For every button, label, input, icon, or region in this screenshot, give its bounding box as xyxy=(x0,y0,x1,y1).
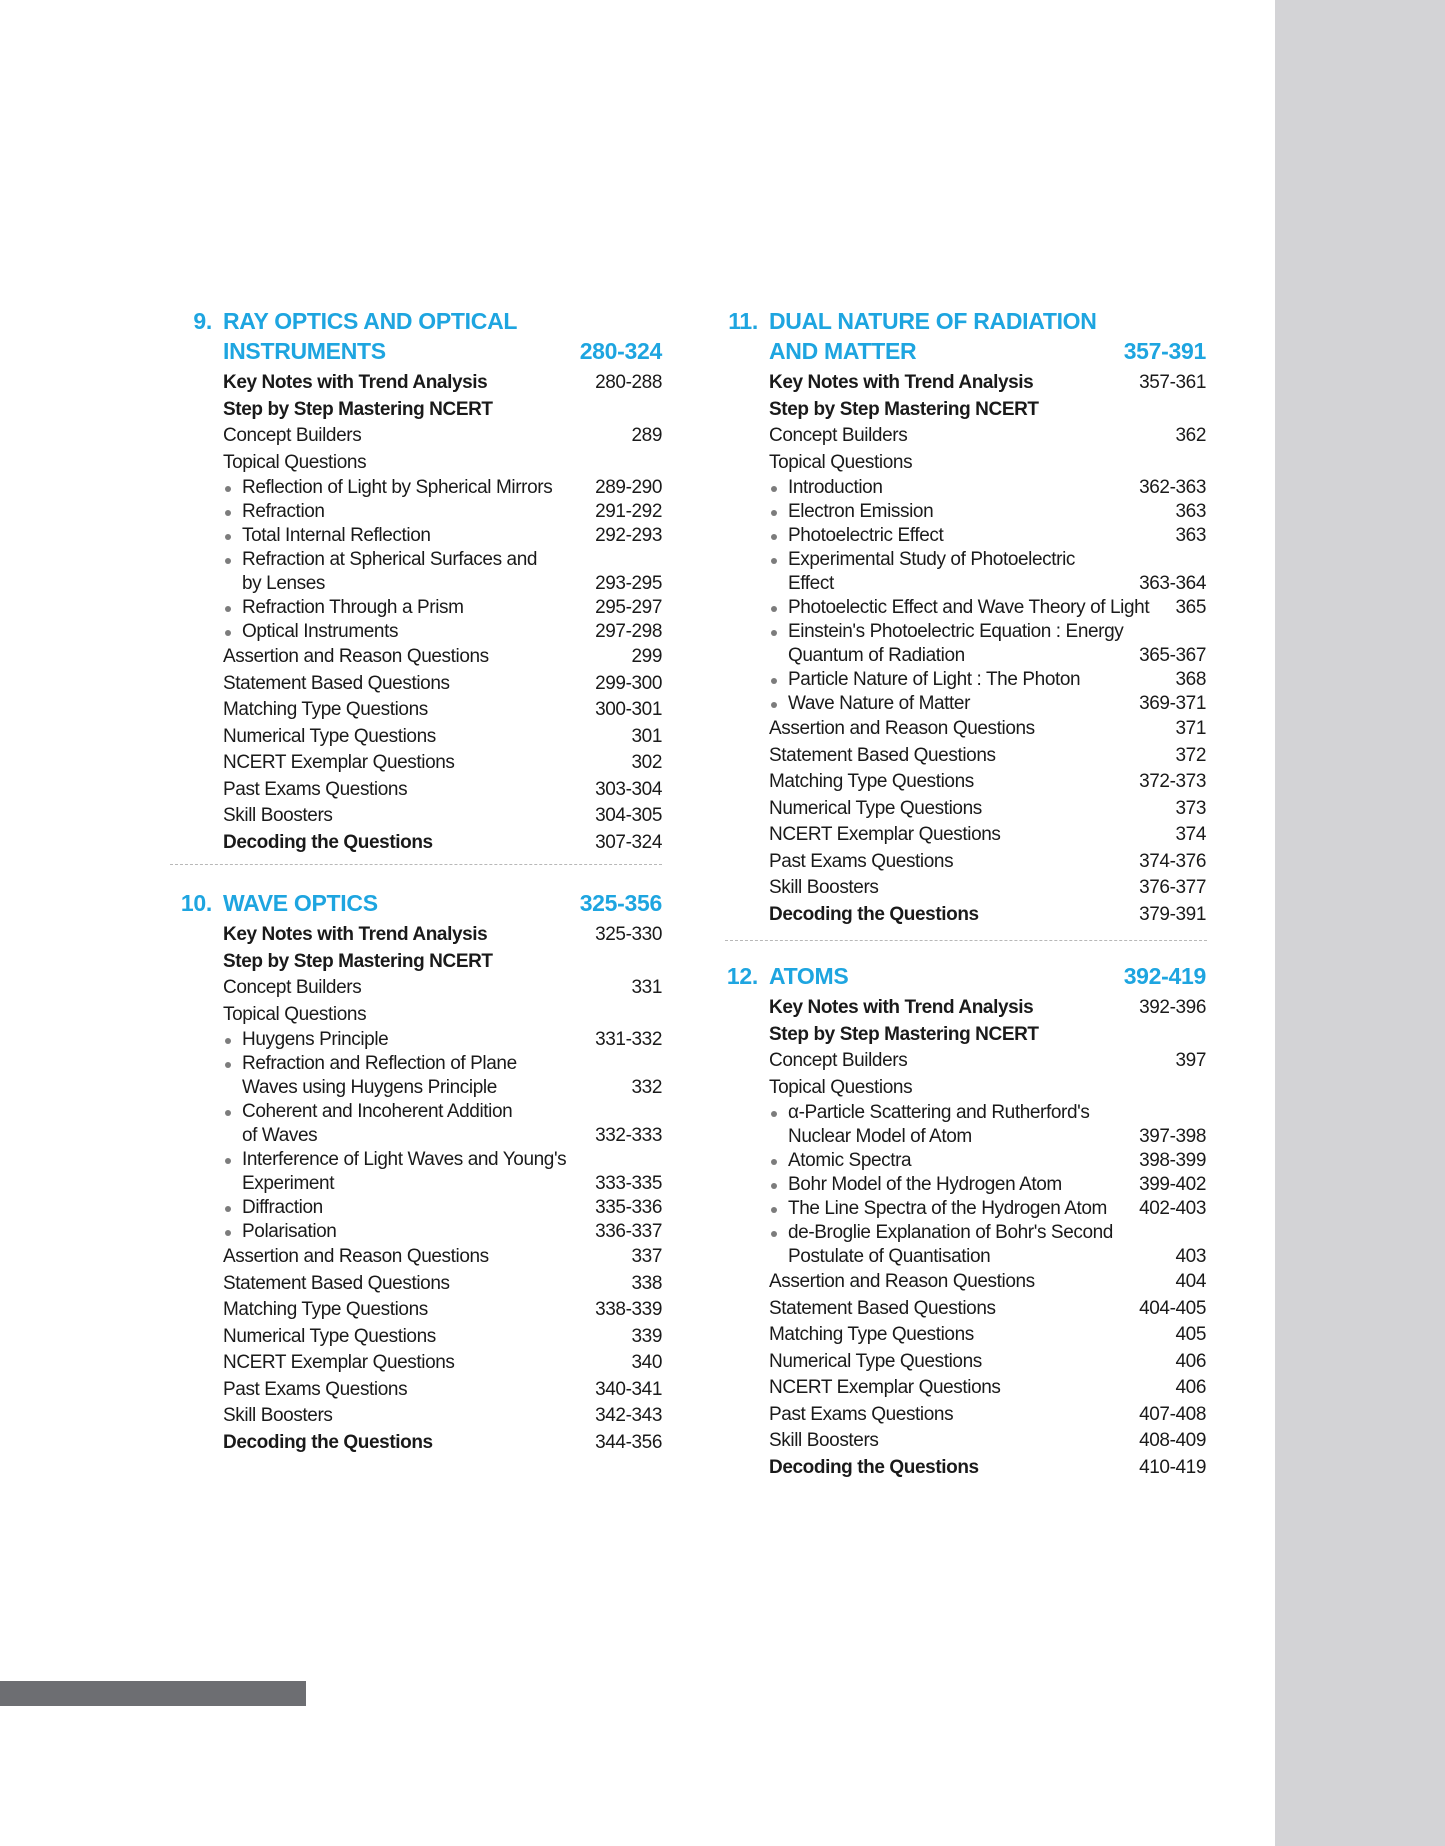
toc-entry-pages: 299-300 xyxy=(595,672,662,694)
toc-entry-decoding[interactable] xyxy=(716,1455,1206,1482)
toc-entry-topical-questions-label: Topical Questions xyxy=(223,1003,367,1025)
topic-item[interactable] xyxy=(716,1149,1206,1173)
toc-entry-topical-questions-label: Topical Questions xyxy=(223,451,367,473)
chapter-page-range: 280-324 xyxy=(579,338,662,364)
toc-entry-concept-builders-label: Concept Builders xyxy=(223,425,362,446)
toc-entry-label: Past Exams Questions xyxy=(223,778,408,800)
toc-entry[interactable] xyxy=(716,1269,1206,1296)
toc-entry[interactable] xyxy=(716,822,1206,849)
topic-line: Waves using Huygens Principle xyxy=(242,1077,497,1098)
topic-item[interactable] xyxy=(716,1197,1206,1221)
topic-line: Total Internal Reflection xyxy=(242,525,431,546)
topic-line: Atomic Spectra xyxy=(788,1150,912,1171)
topic-line: Postulate of Quantisation xyxy=(788,1246,991,1267)
toc-entry-key-notes-pages: 357-361 xyxy=(1139,372,1206,393)
toc-entry-label: Assertion and Reason Questions xyxy=(223,1246,489,1267)
toc-entry-label: Matching Type Questions xyxy=(223,1299,428,1320)
toc-entry-concept-builders[interactable] xyxy=(170,975,662,1002)
toc-entry-key-notes-label: Key Notes with Trend Analysis xyxy=(769,372,1034,393)
toc-entry[interactable] xyxy=(170,1324,662,1351)
chapter-11 xyxy=(716,306,1206,928)
topic-pages: 291-292 xyxy=(595,501,662,522)
toc-entry-pages: 372-373 xyxy=(1139,771,1206,792)
toc-entry-decoding[interactable] xyxy=(716,902,1206,929)
topic-pages: 335-336 xyxy=(595,1197,662,1218)
toc-entry[interactable] xyxy=(716,1428,1206,1455)
chapter-12 xyxy=(716,961,1206,1481)
toc-entry-key-notes[interactable] xyxy=(170,922,662,949)
toc-entry[interactable] xyxy=(716,1296,1206,1323)
toc-entry[interactable] xyxy=(716,743,1206,770)
toc-entry-pages: 302 xyxy=(631,752,662,773)
topic-pages: 333-335 xyxy=(595,1173,662,1194)
toc-entry[interactable] xyxy=(170,1244,662,1271)
topic-line: Interference of Light Waves and Young's xyxy=(242,1149,567,1170)
toc-entry[interactable] xyxy=(170,777,662,804)
toc-entry-label: Numerical Type Questions xyxy=(769,1350,982,1372)
toc-entry-topical-questions[interactable] xyxy=(170,450,662,477)
toc-entry-step-by-step[interactable] xyxy=(716,397,1206,424)
topic-item[interactable] xyxy=(716,668,1206,692)
topic-line: de-Broglie Explanation of Bohr's Second xyxy=(788,1222,1113,1243)
toc-entry-concept-builders-label: Concept Builders xyxy=(769,1050,908,1071)
toc-entry[interactable] xyxy=(716,1322,1206,1349)
toc-entry-pages: 372 xyxy=(1175,744,1206,766)
topic-pages: 365-367 xyxy=(1139,645,1206,666)
topic-item[interactable] xyxy=(170,1196,662,1220)
topic-pages: 289-290 xyxy=(595,477,662,498)
toc-entry-label: Matching Type Questions xyxy=(223,699,428,720)
toc-entry[interactable] xyxy=(716,769,1206,796)
toc-entry-label: Past Exams Questions xyxy=(769,1403,954,1425)
topic-pages: 369-371 xyxy=(1139,693,1206,714)
topic-item[interactable] xyxy=(170,620,662,644)
toc-entry-key-notes[interactable] xyxy=(170,370,662,397)
toc-entry-decoding-pages: 379-391 xyxy=(1139,903,1206,925)
toc-entry-pages: 406 xyxy=(1175,1350,1206,1372)
chapter-title-line: INSTRUMENTS xyxy=(223,338,386,364)
toc-entry-label: Past Exams Questions xyxy=(223,1378,408,1400)
toc-entry-decoding-pages: 344-356 xyxy=(595,1431,662,1453)
chapter-heading[interactable] xyxy=(716,306,1206,368)
toc-entry-label: Assertion and Reason Questions xyxy=(223,646,489,667)
toc-entry-key-notes-pages: 392-396 xyxy=(1139,997,1206,1018)
toc-entry-pages: 303-304 xyxy=(595,778,662,800)
toc-right-column xyxy=(716,306,1206,1478)
topic-pages: 292-293 xyxy=(595,525,662,546)
topic-pages: 397-398 xyxy=(1139,1126,1206,1147)
toc-entry[interactable] xyxy=(716,716,1206,743)
topic-item[interactable] xyxy=(170,596,662,620)
toc-entry[interactable] xyxy=(170,724,662,751)
topic-item[interactable] xyxy=(716,620,1206,668)
toc-entry-concept-builders-label: Concept Builders xyxy=(223,977,362,998)
toc-entry-label: Matching Type Questions xyxy=(769,1324,974,1345)
toc-entry-label: Matching Type Questions xyxy=(769,771,974,792)
toc-entry-label: Skill Boosters xyxy=(223,1405,333,1426)
toc-entry-label: Statement Based Questions xyxy=(223,1272,450,1294)
topic-item[interactable] xyxy=(716,524,1206,548)
toc-entry-pages: 408-409 xyxy=(1139,1430,1206,1451)
chapter-number: 11. xyxy=(728,308,758,334)
topic-item[interactable] xyxy=(716,1173,1206,1197)
toc-entry-label: Numerical Type Questions xyxy=(223,1325,436,1347)
chapter-page-range: 392-419 xyxy=(1123,963,1206,989)
chapter-title-line: DUAL NATURE OF RADIATION xyxy=(769,308,1097,334)
toc-entry-decoding-label: Decoding the Questions xyxy=(769,903,979,925)
topic-item[interactable] xyxy=(716,500,1206,524)
topic-pages: 363 xyxy=(1175,525,1206,546)
toc-entry-step-by-step-label: Step by Step Mastering NCERT xyxy=(223,398,493,420)
topic-line: Polarisation xyxy=(242,1221,337,1242)
chapter-heading[interactable] xyxy=(170,888,662,920)
entry-list xyxy=(716,995,1206,1481)
toc-entry[interactable] xyxy=(716,1349,1206,1376)
topic-pages: 368 xyxy=(1175,669,1206,690)
topic-pages: 332-333 xyxy=(595,1125,662,1146)
topic-item[interactable] xyxy=(716,1101,1206,1149)
toc-entry-label: NCERT Exemplar Questions xyxy=(769,824,1001,845)
topic-line: Photoelectic Effect and Wave Theory of Light xyxy=(788,597,1150,618)
topic-pages: 331-332 xyxy=(595,1029,662,1050)
topic-item[interactable] xyxy=(170,524,662,548)
toc-entry-topical-questions[interactable] xyxy=(716,450,1206,477)
toc-entry-pages: 301 xyxy=(631,725,662,747)
topic-item[interactable] xyxy=(170,1052,662,1100)
toc-entry-label: Skill Boosters xyxy=(769,877,879,898)
toc-entry[interactable] xyxy=(716,1402,1206,1429)
topic-line: Reflection of Light by Spherical Mirrors xyxy=(242,477,553,498)
topic-line: The Line Spectra of the Hydrogen Atom xyxy=(788,1198,1107,1219)
toc-entry-decoding[interactable] xyxy=(170,830,662,857)
chapter-10 xyxy=(170,888,662,1456)
topic-line: Wave Nature of Matter xyxy=(788,693,971,714)
topic-item[interactable] xyxy=(716,548,1206,596)
topic-line: Electron Emission xyxy=(788,501,934,522)
toc-entry-label: Numerical Type Questions xyxy=(769,797,982,819)
toc-entry[interactable] xyxy=(170,1377,662,1404)
toc-entry-label: Assertion and Reason Questions xyxy=(769,1271,1035,1292)
topic-item[interactable] xyxy=(170,500,662,524)
toc-entry-label: Statement Based Questions xyxy=(223,672,450,694)
topic-line: α-Particle Scattering and Rutherford's xyxy=(788,1102,1090,1123)
chapter-page-range: 357-391 xyxy=(1123,338,1206,364)
toc-entry-decoding-label: Decoding the Questions xyxy=(769,1456,979,1478)
entry-list xyxy=(716,370,1206,928)
topic-pages: 399-402 xyxy=(1139,1174,1206,1195)
toc-entry-step-by-step-label: Step by Step Mastering NCERT xyxy=(223,950,493,972)
toc-entry-pages: 304-305 xyxy=(595,805,662,826)
divider xyxy=(725,940,1207,941)
topic-line: Experiment xyxy=(242,1173,335,1194)
side-strip xyxy=(1275,0,1445,1846)
toc-entry-label: NCERT Exemplar Questions xyxy=(223,1352,455,1373)
chapter-number: 9. xyxy=(193,308,212,334)
toc-entry-label: Numerical Type Questions xyxy=(223,725,436,747)
toc-entry-key-notes[interactable] xyxy=(716,995,1206,1022)
topic-item[interactable] xyxy=(170,1100,662,1148)
toc-entry-label: Statement Based Questions xyxy=(769,744,996,766)
toc-entry-concept-builders-label: Concept Builders xyxy=(769,425,908,446)
toc-entry-pages: 373 xyxy=(1175,797,1206,819)
topic-line: Diffraction xyxy=(242,1197,323,1218)
chapter-9 xyxy=(170,306,662,856)
chapter-title-line: WAVE OPTICS xyxy=(223,890,378,916)
toc-entry-concept-builders-pages: 397 xyxy=(1175,1050,1206,1071)
footer-bar xyxy=(0,1681,306,1706)
toc-entry-decoding[interactable] xyxy=(170,1430,662,1457)
toc-entry-concept-builders[interactable] xyxy=(170,423,662,450)
topic-line: Introduction xyxy=(788,477,883,498)
toc-entry-decoding-label: Decoding the Questions xyxy=(223,1431,433,1453)
toc-entry[interactable] xyxy=(170,750,662,777)
toc-entry[interactable] xyxy=(716,875,1206,902)
toc-entry-key-notes-label: Key Notes with Trend Analysis xyxy=(223,924,488,945)
topic-item[interactable] xyxy=(170,476,662,500)
toc-entry-decoding-pages: 410-419 xyxy=(1139,1456,1206,1478)
toc-entry-key-notes-label: Key Notes with Trend Analysis xyxy=(769,997,1034,1018)
toc-entry-key-notes-pages: 280-288 xyxy=(595,372,662,393)
toc-entry-pages: 374 xyxy=(1175,824,1206,845)
toc-entry-key-notes-label: Key Notes with Trend Analysis xyxy=(223,372,488,393)
toc-entry-concept-builders[interactable] xyxy=(716,423,1206,450)
topic-line: Refraction and Reflection of Plane xyxy=(242,1053,517,1074)
toc-entry[interactable] xyxy=(716,1375,1206,1402)
toc-entry-label: NCERT Exemplar Questions xyxy=(223,752,455,773)
topic-pages: 402-403 xyxy=(1139,1198,1206,1219)
toc-entry[interactable] xyxy=(716,849,1206,876)
toc-entry-step-by-step-label: Step by Step Mastering NCERT xyxy=(769,1023,1039,1045)
topic-item[interactable] xyxy=(716,596,1206,620)
topic-pages: 398-399 xyxy=(1139,1150,1206,1171)
toc-entry[interactable] xyxy=(716,796,1206,823)
toc-entry-pages: 406 xyxy=(1175,1377,1206,1398)
toc-entry-pages: 339 xyxy=(631,1325,662,1347)
topic-line: Coherent and Incoherent Addition xyxy=(242,1101,513,1122)
topic-line: of Waves xyxy=(242,1125,318,1146)
topic-item[interactable] xyxy=(170,1028,662,1052)
chapter-number: 12. xyxy=(726,963,758,989)
chapter-title-line: RAY OPTICS AND OPTICAL xyxy=(223,308,518,334)
toc-left-column xyxy=(170,306,662,1453)
toc-entry[interactable] xyxy=(170,1297,662,1324)
toc-entry-label: Assertion and Reason Questions xyxy=(769,718,1035,739)
toc-entry-pages: 374-376 xyxy=(1139,850,1206,872)
toc-entry-concept-builders-pages: 362 xyxy=(1175,425,1206,446)
toc-entry-pages: 337 xyxy=(631,1246,662,1267)
toc-entry-pages: 338 xyxy=(631,1272,662,1294)
topic-line: Photoelectric Effect xyxy=(788,525,944,546)
topic-line: by Lenses xyxy=(242,573,326,594)
topic-item[interactable] xyxy=(716,476,1206,500)
toc-entry[interactable] xyxy=(170,644,662,671)
toc-entry-key-notes-pages: 325-330 xyxy=(595,924,662,945)
topic-item[interactable] xyxy=(170,1220,662,1244)
toc-entry-pages: 405 xyxy=(1175,1324,1206,1345)
toc-entry-concept-builders-pages: 331 xyxy=(631,977,662,998)
toc-entry-label: NCERT Exemplar Questions xyxy=(769,1377,1001,1398)
toc-entry-pages: 371 xyxy=(1175,718,1206,739)
toc-entry-pages: 404-405 xyxy=(1139,1297,1206,1319)
topic-line: Bohr Model of the Hydrogen Atom xyxy=(788,1174,1062,1195)
topic-item[interactable] xyxy=(170,1148,662,1196)
toc-entry-step-by-step[interactable] xyxy=(170,949,662,976)
chapter-heading[interactable] xyxy=(170,306,662,368)
topic-item[interactable] xyxy=(716,1221,1206,1269)
chapter-heading[interactable] xyxy=(716,961,1206,993)
topic-line: Refraction xyxy=(242,501,325,522)
topic-line: Huygens Principle xyxy=(242,1029,389,1050)
topic-pages: 365 xyxy=(1175,597,1206,618)
toc-entry-pages: 404 xyxy=(1175,1271,1206,1292)
topic-line: Optical Instruments xyxy=(242,621,399,642)
topic-line: Refraction at Spherical Surfaces and xyxy=(242,549,538,570)
toc-entry[interactable] xyxy=(170,1271,662,1298)
toc-entry-pages: 338-339 xyxy=(595,1299,662,1320)
toc-entry[interactable] xyxy=(170,803,662,830)
toc-entry-topical-questions[interactable] xyxy=(716,1075,1206,1102)
toc-entry-step-by-step-label: Step by Step Mastering NCERT xyxy=(769,398,1039,420)
chapter-number: 10. xyxy=(180,890,212,916)
topic-line: Effect xyxy=(788,573,834,594)
toc-entry-decoding-label: Decoding the Questions xyxy=(223,831,433,853)
toc-entry-label: Skill Boosters xyxy=(769,1430,879,1451)
divider xyxy=(170,864,662,865)
toc-entry-concept-builders-pages: 289 xyxy=(631,425,662,446)
toc-entry-pages: 340 xyxy=(631,1352,662,1373)
topic-line: Experimental Study of Photoelectric xyxy=(788,549,1075,570)
topic-pages: 297-298 xyxy=(595,621,662,642)
toc-entry-pages: 407-408 xyxy=(1139,1403,1206,1425)
toc-entry-pages: 300-301 xyxy=(595,699,662,720)
toc-entry[interactable] xyxy=(170,697,662,724)
toc-entry-decoding-pages: 307-324 xyxy=(595,831,662,853)
toc-entry-label: Statement Based Questions xyxy=(769,1297,996,1319)
topic-pages: 363-364 xyxy=(1139,573,1206,594)
toc-entry-label: Past Exams Questions xyxy=(769,850,954,872)
topic-item[interactable] xyxy=(170,548,662,596)
topic-pages: 332 xyxy=(631,1077,662,1098)
topic-line: Quantum of Radiation xyxy=(788,645,965,666)
toc-entry-pages: 342-343 xyxy=(595,1405,662,1426)
toc-entry-label: Skill Boosters xyxy=(223,805,333,826)
topic-item[interactable] xyxy=(716,692,1206,716)
chapter-title-line: AND MATTER xyxy=(769,338,917,364)
toc-entry-topical-questions-label: Topical Questions xyxy=(769,451,913,473)
toc-entry[interactable] xyxy=(170,671,662,698)
entry-list xyxy=(170,370,662,856)
toc-entry-step-by-step[interactable] xyxy=(170,397,662,424)
toc-entry-concept-builders[interactable] xyxy=(716,1048,1206,1075)
toc-entry-pages: 376-377 xyxy=(1139,877,1206,898)
topic-pages: 293-295 xyxy=(595,573,662,594)
chapter-title-line: ATOMS xyxy=(769,963,849,989)
entry-list xyxy=(170,922,662,1456)
toc-entry-step-by-step[interactable] xyxy=(716,1022,1206,1049)
topic-pages: 336-337 xyxy=(595,1221,662,1242)
topic-pages: 363 xyxy=(1175,501,1206,522)
toc-entry-pages: 340-341 xyxy=(595,1378,662,1400)
topic-pages: 295-297 xyxy=(595,597,662,618)
topic-pages: 362-363 xyxy=(1139,477,1206,498)
toc-entry-topical-questions[interactable] xyxy=(170,1002,662,1029)
toc-entry-pages: 299 xyxy=(631,646,662,667)
topic-line: Particle Nature of Light : The Photon xyxy=(788,669,1081,690)
topic-line: Nuclear Model of Atom xyxy=(788,1126,972,1147)
topic-line: Refraction Through a Prism xyxy=(242,597,464,618)
chapter-page-range: 325-356 xyxy=(579,890,662,916)
toc-entry[interactable] xyxy=(170,1350,662,1377)
topic-pages: 403 xyxy=(1175,1246,1206,1267)
topic-line: Einstein's Photoelectric Equation : Energy xyxy=(788,621,1124,642)
toc-entry-topical-questions-label: Topical Questions xyxy=(769,1076,913,1098)
toc-entry-key-notes[interactable] xyxy=(716,370,1206,397)
toc-entry[interactable] xyxy=(170,1403,662,1430)
